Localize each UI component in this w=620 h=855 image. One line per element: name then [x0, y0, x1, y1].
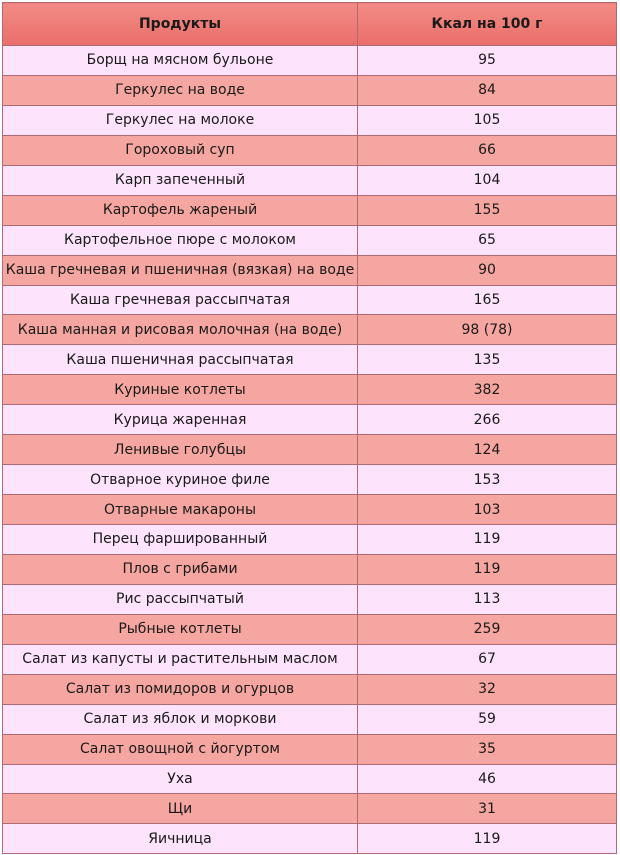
table-row	[3, 315, 617, 345]
product-name-cell: Каша гречневая рассыпчатая	[3, 285, 358, 315]
table-row	[3, 375, 617, 405]
kcal-value-cell: 259	[358, 614, 617, 644]
kcal-value-cell: 119	[358, 554, 617, 584]
kcal-value-cell: 90	[358, 255, 617, 285]
table-row	[3, 135, 617, 165]
kcal-value-cell: 31	[358, 794, 617, 824]
product-name-cell: Каша гречневая и пшеничная (вязкая) на воде	[3, 255, 358, 285]
column-header-product: Продукты	[3, 3, 358, 46]
kcal-value-cell: 104	[358, 165, 617, 195]
product-name-cell: Ленивые голубцы	[3, 435, 358, 465]
table-row	[3, 75, 617, 105]
kcal-value-cell: 98 (78)	[358, 315, 617, 345]
product-name-cell: Курица жаренная	[3, 405, 358, 435]
table-row	[3, 105, 617, 135]
kcal-value-cell: 113	[358, 584, 617, 614]
kcal-value-cell: 119	[358, 824, 617, 854]
table-row	[3, 764, 617, 794]
kcal-value-cell: 124	[358, 435, 617, 465]
table-header-row	[3, 3, 617, 46]
product-name-cell: Отварное куриное филе	[3, 465, 358, 495]
table-row	[3, 525, 617, 555]
product-name-cell: Отварные макароны	[3, 495, 358, 525]
product-name-cell: Салат из яблок и моркови	[3, 704, 358, 734]
kcal-value-cell: 153	[358, 465, 617, 495]
product-name-cell: Каша пшеничная рассыпчатая	[3, 345, 358, 375]
product-name-cell: Картофель жареный	[3, 195, 358, 225]
product-name-cell: Картофельное пюре с молоком	[3, 225, 358, 255]
table-row	[3, 465, 617, 495]
kcal-value-cell: 84	[358, 75, 617, 105]
column-header-kcal: Ккал на 100 г	[358, 3, 617, 46]
kcal-value-cell: 95	[358, 46, 617, 76]
kcal-value-cell: 103	[358, 495, 617, 525]
table-row	[3, 554, 617, 584]
table-row	[3, 495, 617, 525]
kcal-value-cell: 46	[358, 764, 617, 794]
kcal-value-cell: 67	[358, 644, 617, 674]
table-row	[3, 435, 617, 465]
table-row	[3, 794, 617, 824]
product-name-cell: Куриные котлеты	[3, 375, 358, 405]
product-name-cell: Салат из помидоров и огурцов	[3, 674, 358, 704]
kcal-value-cell: 105	[358, 105, 617, 135]
product-name-cell: Перец фаршированный	[3, 525, 358, 555]
calorie-table-container	[2, 2, 616, 854]
kcal-value-cell: 59	[358, 704, 617, 734]
product-name-cell: Плов с грибами	[3, 554, 358, 584]
table-row	[3, 195, 617, 225]
table-row	[3, 225, 617, 255]
table-row	[3, 704, 617, 734]
table-row	[3, 46, 617, 76]
table-row	[3, 255, 617, 285]
table-row	[3, 165, 617, 195]
product-name-cell: Салат овощной с йогуртом	[3, 734, 358, 764]
kcal-value-cell: 66	[358, 135, 617, 165]
product-name-cell: Щи	[3, 794, 358, 824]
product-name-cell: Рис рассыпчатый	[3, 584, 358, 614]
table-row	[3, 405, 617, 435]
kcal-value-cell: 32	[358, 674, 617, 704]
product-name-cell: Уха	[3, 764, 358, 794]
table-row	[3, 734, 617, 764]
kcal-value-cell: 382	[358, 375, 617, 405]
product-name-cell: Борщ на мясном бульоне	[3, 46, 358, 76]
kcal-value-cell: 35	[358, 734, 617, 764]
product-name-cell: Геркулес на молоке	[3, 105, 358, 135]
product-name-cell: Рыбные котлеты	[3, 614, 358, 644]
product-name-cell: Геркулес на воде	[3, 75, 358, 105]
table-row	[3, 584, 617, 614]
table-row	[3, 644, 617, 674]
kcal-value-cell: 155	[358, 195, 617, 225]
product-name-cell: Яичница	[3, 824, 358, 854]
kcal-value-cell: 266	[358, 405, 617, 435]
table-row	[3, 614, 617, 644]
kcal-value-cell: 119	[358, 525, 617, 555]
table-row	[3, 285, 617, 315]
kcal-value-cell: 135	[358, 345, 617, 375]
product-name-cell: Каша манная и рисовая молочная (на воде)	[3, 315, 358, 345]
table-row	[3, 674, 617, 704]
product-name-cell: Салат из капусты и растительным маслом	[3, 644, 358, 674]
table-row	[3, 824, 617, 854]
kcal-value-cell: 165	[358, 285, 617, 315]
product-name-cell: Гороховый суп	[3, 135, 358, 165]
kcal-value-cell: 65	[358, 225, 617, 255]
calorie-table	[2, 2, 617, 854]
table-body	[3, 46, 617, 854]
table-row	[3, 345, 617, 375]
product-name-cell: Карп запеченный	[3, 165, 358, 195]
